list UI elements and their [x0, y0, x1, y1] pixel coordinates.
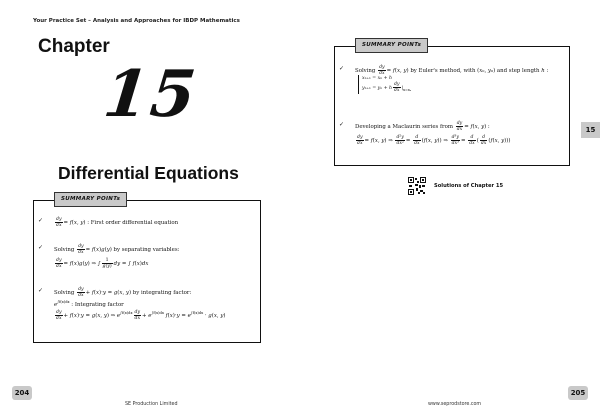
- solutions-label[interactable]: Solutions of Chapter 15: [434, 183, 504, 189]
- summary-item-formula: xₙ₊₁ = xₙ + h yₙ₊₁ = yₙ + h $\frac{dy}{dx}$ $|_{x=x_n}$: [355, 75, 563, 94]
- check-icon: ✓: [38, 287, 44, 294]
- summary-item-formula: $\frac{dy}{dx}$ + f(x)·y = g(x, y) ⇒ $e^{\int f(x)dx}$ $\frac{dy}{dx}$ + $e^{\int f(x)dx}$ $f(x)\cdot y = e^{\int f(x)dx} \cdot g(x$, y): [56, 309, 226, 321]
- summary-item-text: Solving $\frac{dy}{dx}$ + f(x)·y = g(x, y) by integrating factor:: [54, 287, 192, 298]
- page-number: 205: [568, 386, 588, 400]
- qr-code-icon[interactable]: [408, 177, 426, 195]
- summary-tab: SUMMARY POINTs: [54, 192, 127, 207]
- summary-item-formula: $\frac{dy}{dx}$ = f(x)g(y) ⇒ ∫ $\frac{1}{g(y)}$ dy = ∫ f(x)dx: [56, 258, 149, 269]
- summary-item-text: $\frac{dy}{dx}$ = f(x, y) : First order differential equation: [56, 217, 179, 228]
- chapter-title: Differential Equations: [58, 163, 239, 183]
- summary-box: [334, 42, 570, 166]
- check-icon: ✓: [339, 65, 345, 72]
- chapter-label: Chapter: [38, 36, 110, 57]
- summary-item-formula: $e^{\int f(x)dx}$ : Integrating factor: [54, 300, 124, 308]
- page-number: 204: [12, 386, 32, 400]
- summary-box: [33, 196, 261, 343]
- summary-item-formula: $\frac{dy}{dx}$ = f(x, y) ⇒ $\frac{\text{d²y}}{\text{dx²}}$ = $\frac{d}{dx}$ (f(x, y)) ⇒ $\frac{\text{d³y}}{\text{dx³}}$ = $\frac{d}{dx}$ ( $\frac{d}{dx}$ (f(x, y))): [357, 135, 511, 146]
- check-icon: ✓: [38, 217, 44, 224]
- running-head: Your Practice Set – Analysis and Approaches for IBDP Mathematics: [33, 18, 240, 24]
- chapter-side-tab: 15: [581, 122, 600, 138]
- footer-website[interactable]: www.seprodstore.com: [428, 402, 482, 407]
- summary-item-text: Developing a Maclaurin series from $\frac{dy}{dx}$ = f(x, y) :: [355, 121, 490, 132]
- check-icon: ✓: [38, 244, 44, 251]
- chapter-number: 15: [100, 57, 202, 132]
- footer-publisher: SE Production Limited: [125, 402, 178, 407]
- summary-item-text: Solving $\frac{dy}{dx}$ = f(x)g(y) by separating variables:: [54, 244, 180, 255]
- summary-tab: SUMMARY POINTs: [355, 38, 428, 53]
- check-icon: ✓: [339, 121, 345, 128]
- summary-item-text: Solving $\frac{dy}{dx}$ = f(x, y) by Euler's method, with (x₀, y₀) and step length h :: [355, 65, 549, 76]
